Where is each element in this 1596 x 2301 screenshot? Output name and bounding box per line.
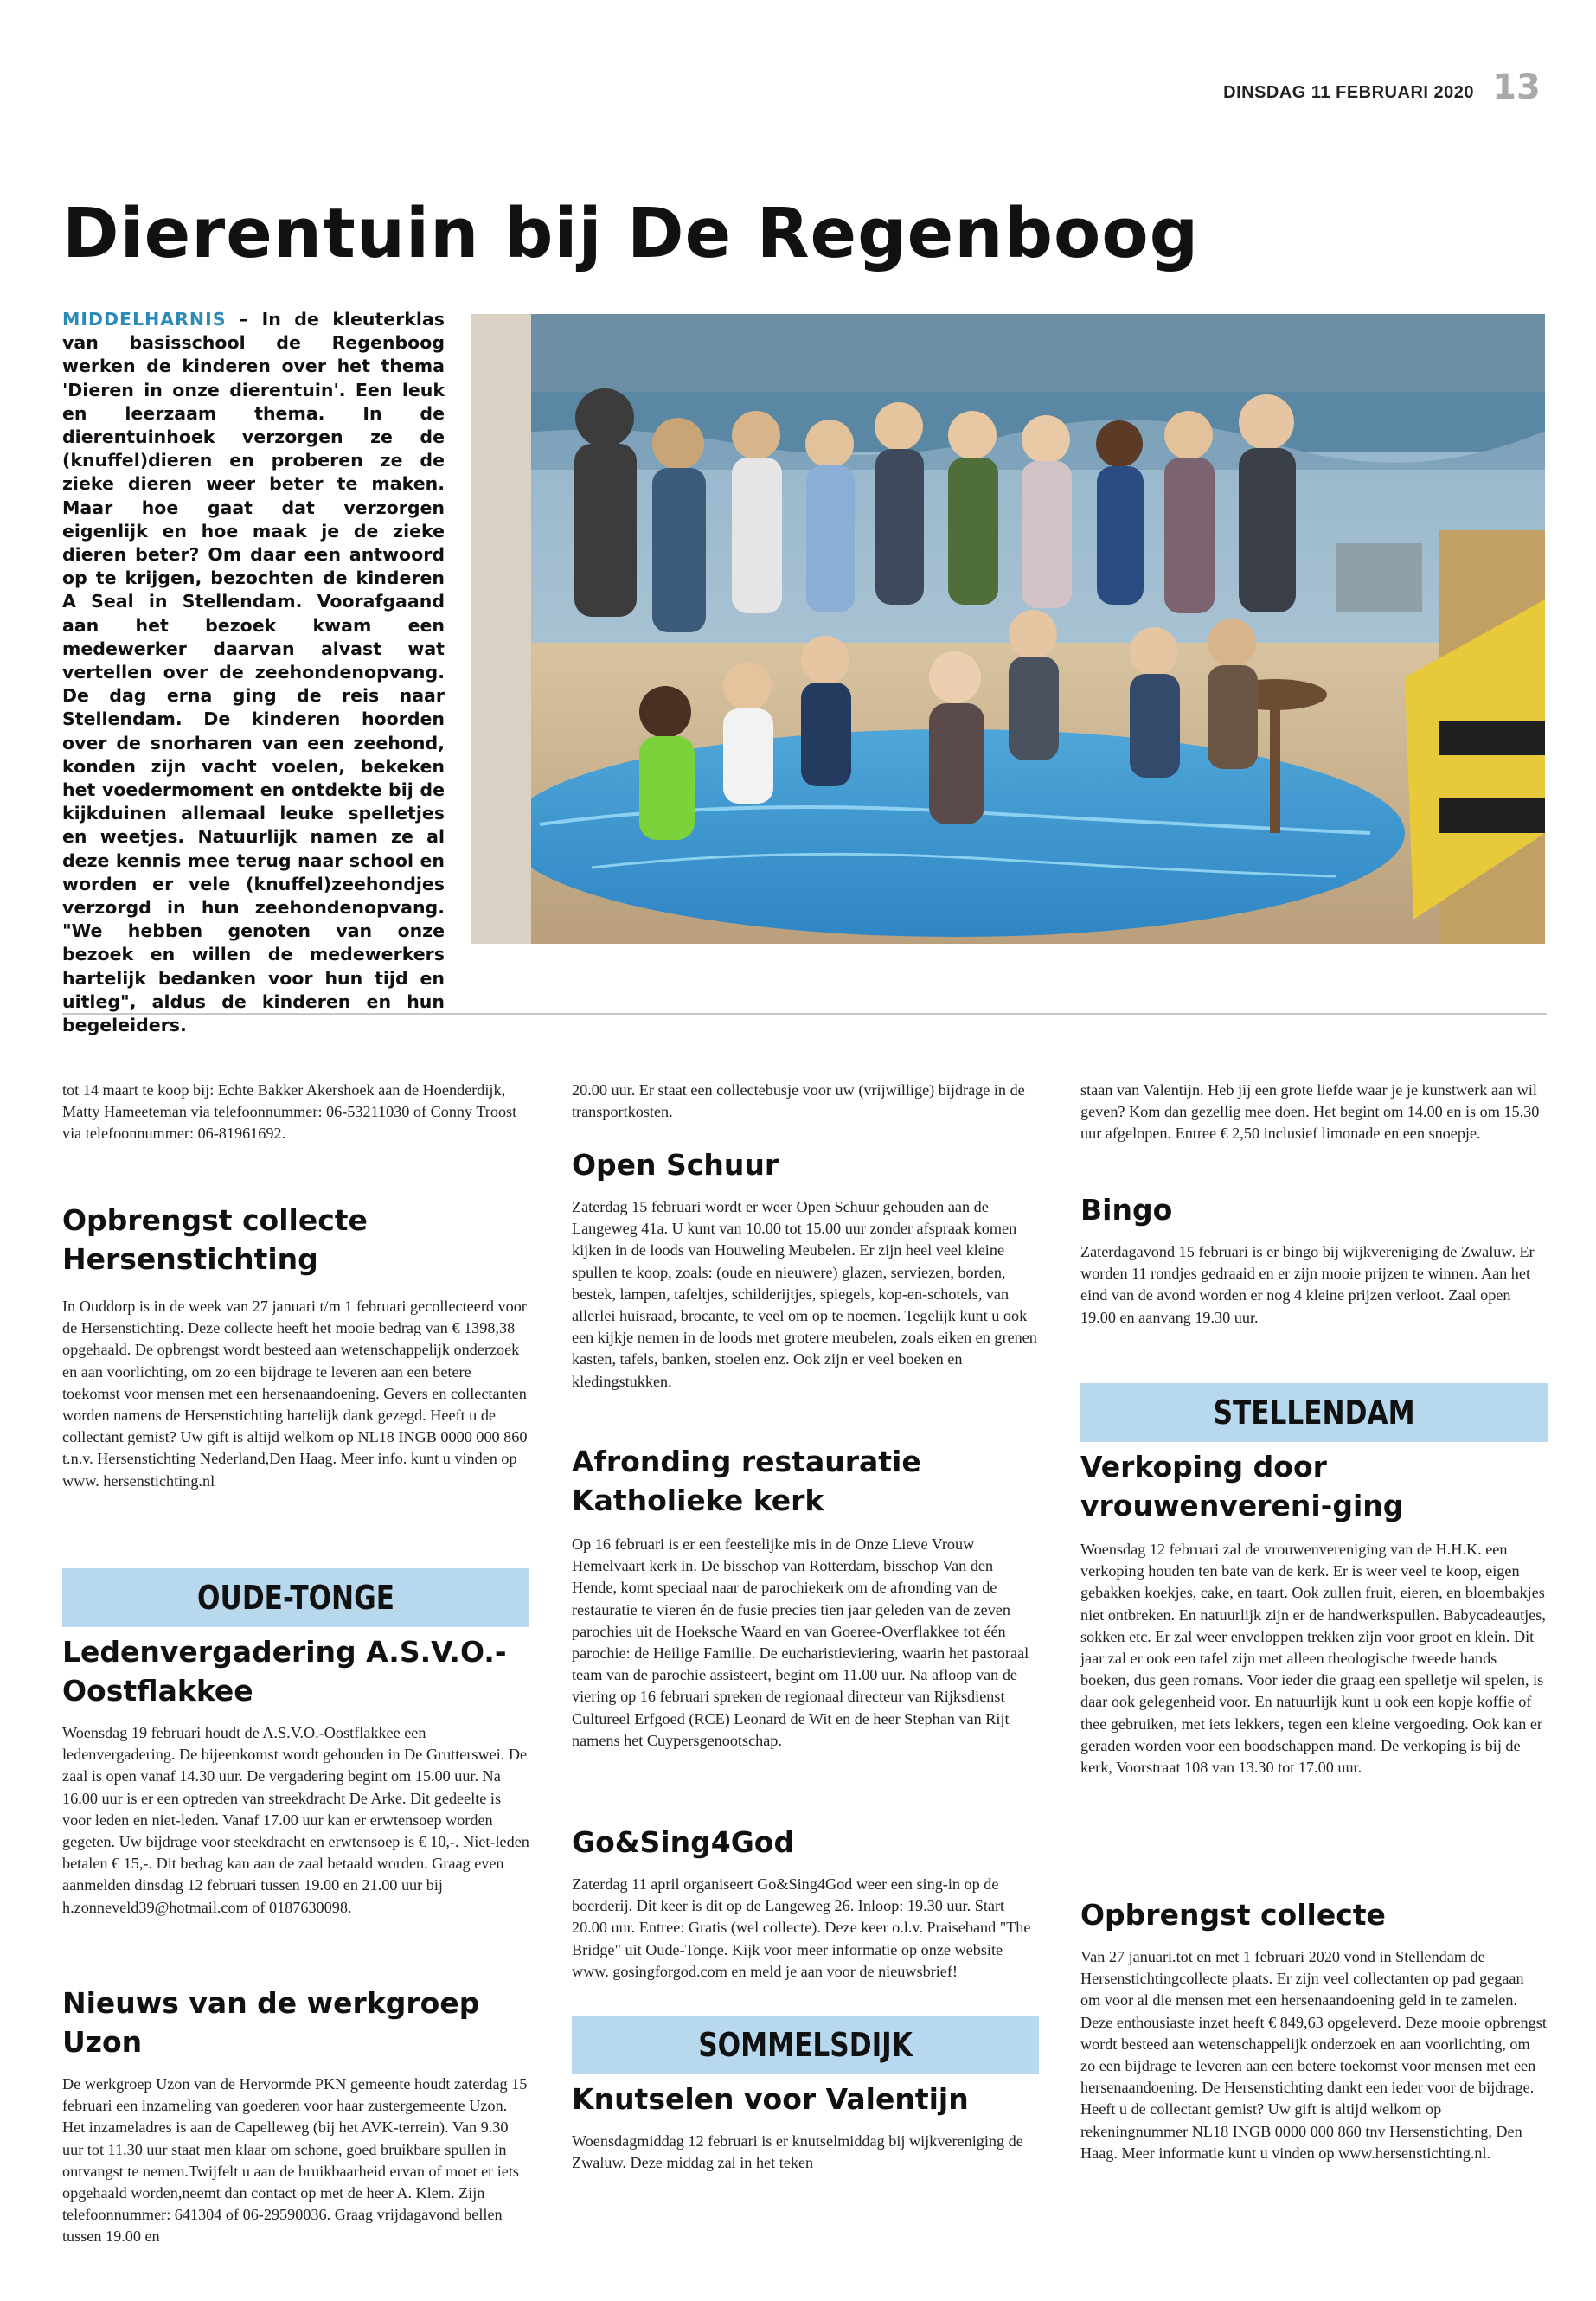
section-divider xyxy=(62,1013,1547,1015)
article-title: Open Schuur xyxy=(572,1148,779,1182)
section-banner-stellendam: STELLENDAM xyxy=(1080,1383,1548,1442)
feature-headline: Dierentuin bij De Regenboog xyxy=(62,194,1200,273)
continued-text: staan van Valentijn. Heb jij een grote liefde waar je je kunstwerk aan wil geven? Kom dan gezellig mee doen. Het begint om 14.00 en is om 15.30 uur afgelopen. Entree € 2,50 inclusief limonade en een snoepje. xyxy=(1080,1081,1540,1143)
continued-text: tot 14 maart te koop bij: Echte Bakker Akershoek aan de Hoenderdijk, Matty Hameeteman via telefoonnummer: 06-53211030 of Conny Troost via telefoonnummer: 06-81961692. xyxy=(62,1081,517,1143)
feature-lead-text: – In de kleuterklas van basisschool de Regenboog werken de kinderen over het thema 'Dieren in onze dierentuin'. Een leuk en leerzaam thema. In de dierentuinhoek verzorgen ze de (knuffel)dieren en proberen ze de zieke dieren weer beter te maken. Maar hoe gaat dat verzorgen eigenlijk en hoe maak je de zieke dieren beter? Om daar een antwoord op te krijgen, bezochten de kinderen A Seal in Stellendam. Voorafgaand aan het bezoek kwam een medewerker daarvan alvast wat vertellen over de zeehondenopvang. De dag erna ging de reis naar Stellendam. De kinderen hoorden over de snorharen van een zeehond, konden zijn vacht voelen, bekeken het voedermoment en ontdekte bij de kijkduinen allemaal leuke spelletjes en weetjes. Natuurlijk namen ze al deze kennis mee terug naar school en worden er vele (knuffel)zeehondjes verzorgd in hun zeehondenopvang. "We hebben genoten van onze bezoek en willen de medewerkers hartelijk bedanken voor hun tijd en uitleg", aldus de kinderen en hun begeleiders. xyxy=(62,309,445,1036)
article-title: Verkoping door vrouwenvereni-ging xyxy=(1080,1450,1404,1522)
article-title: Afronding restauratie Katholieke kerk xyxy=(572,1445,921,1517)
article-title: Nieuws van de werkgroep Uzon xyxy=(62,1986,480,2059)
section-banner-oude-tonge: OUDE-TONGE xyxy=(62,1568,529,1627)
class-photo-illustration xyxy=(471,314,1545,944)
article-text: Woensdagmiddag 12 februari is er knutselmiddag bij wijkvereniging de Zwaluw. Deze middag zal in het teken xyxy=(572,2132,1023,2172)
column-3 xyxy=(1080,1080,1548,2164)
article-text: Van 27 januari.tot en met 1 februari 2020 vond in Stellendam de Hersenstichtingcollecte plaats. Er zijn veel collectanten op pad gegaan om voor al die mensen met een hersenaandoening geld in te zamelen. Deze enthousiaste inzet heeft € 849,63 opgeleverd. Deze mooie opbrengst wordt besteed aan wetenschappelijk onderzoek en aan voorlichting, om zo een bijdrage te leveren aan een betere toekomst voor mensen met een hersenaandoening. De Hersenstichting dankt een ieder voor de bijdrage. Heeft u de collectant gemist? Uw gift is altijd welkom op rekeningnummer NL18 INGB 0000 000 860 tnv Hersenstichting, Den Haag. Meer informatie kunt u vinden op www.hersenstichting.nl. xyxy=(1080,1948,1547,2162)
article-text: Zaterdag 15 februari wordt er weer Open Schuur gehouden aan de Langeweg 41a. U kunt van 10.00 tot 15.00 uur zonder afspraak komen kijken in de loods van Houweling Meubelen. Er zijn heel veel kleine spullen te koop, zoals: (oude en nieuwere) glazen, serviezen, borden, bestek, lampen, tafeltjes, schilderijtjes, spiegels, kop-en-schotels, van allerlei huisraad, brocante, te veel om op te noemen. Tegelijk kunt u ook een kijkje nemen in de loods met grotere meubelen, zoals eiken en grenen kasten, tafels, banken, stoelen enz. Ook zijn er veel boeken en kledingstukken. xyxy=(572,1198,1037,1390)
article-title: Opbrengst collecte xyxy=(1080,1898,1386,1932)
article-title: Ledenvergadering A.S.V.O.-Oostflakkee xyxy=(62,1635,507,1708)
article-text: Op 16 februari is er een feestelijke mis in de Onze Lieve Vrouw Hemelvaart kerk in. De bisschop van Rotterdam, bisschop Van den Hende, komt speciaal naar de parochiekerk om de afronding van de restauratie te vieren én de fusie precies tien jaar geleden van de zeven parochies uit de Hoeksche Waard en van Goeree-Overflakkee tot één parochie: de Heilige Familie. De eucharistieviering, waarin het pastoraal team van de parochie assisteert, begint om 11.00 uur. Na afloop van de viering op 16 februari spreken de regionaal directeur van Rijksdienst Cultureel Erfgoed (RCE) Leonard de Wit en de heer Stephan van Rijt namens het Cuypersgenootschap. xyxy=(572,1535,1029,1749)
feature-photo xyxy=(471,314,1545,944)
section-banner-sommelsdijk: SOMMELSDIJK xyxy=(572,2016,1039,2074)
issue-date: DINSDAG 11 FEBRUARI 2020 xyxy=(1223,83,1474,102)
article-text: Woensdag 12 februari zal de vrouwenvereniging van de H.H.K. een verkoping houden ten bate van de kerk. Er is weer veel te koop, eigen gebakken koekjes, cake, en taart. Ook zullen fruit, eieren, en bloembakjes niet ontbreken. En natuurlijk zijn er de handwerkspullen. Babycadeautjes, sokken etc. Er zal weer enveloppen trekken zijn voor groot en klein. Dit jaar zal er ook een tafel zijn met alleen theologische tweede hands boeken, dus geen romans. Voor ieder die graag een spelletje wil spelen, is daar ook gelegenheid voor. En natuurlijk kunt u ook een kopje koffie of thee gebruiken, met iets lekkers, tegen een kleine vergoeding. Ook kan er geraden worden voor een boodschappen mand. De verkoping is bij de kerk, Voorstraat 108 van 13.30 tot 17.00 uur. xyxy=(1080,1541,1546,1777)
column-2 xyxy=(572,1080,1039,2174)
article-text: De werkgroep Uzon van de Hervormde PKN gemeente houdt zaterdag 15 februari een inzameling van goederen voor haar zustergemeente Uzon. Het inzameladres is aan de Capelleweg (bij het AVK-terrein). Van 9.30 uur tot 11.30 uur staat men klaar om schone, goed bruikbare spullen in ontvangst te nemen.Twijfelt u aan de bruikbaarheid ervan of moet er iets opgehaald worden,neemt dan contact op met de heer A. Klem. Zijn telefoonnummer: 641304 of 06-29590036. Graag vrijdagavond bellen tussen 19.00 en xyxy=(62,2075,528,2246)
article-text: In Ouddorp is in de week van 27 januari t/m 1 februari gecollecteerd voor de Hersenstichting. Deze collecte heeft het mooie bedrag van € 1398,38 opgehaald. De opbrengst wordt besteed aan wetenschappelijk onderzoek en aan voorlichting, om zo een bijdrage te leveren aan een betere toekomst voor mensen met een hersenaandoening. Gevers en collectanten worden namens de Hersenstichting hartelijk dank gezegd. Heeft u de collectant gemist? Uw gift is altijd welkom op NL18 INGB 0000 000 860 t.n.v. Hersenstichting Nederland,Den Haag. Meer info. kunt u vinden op www. hersenstichting.nl xyxy=(62,1298,528,1490)
article-text: Zaterdagavond 15 februari is er bingo bij wijkvereniging de Zwaluw. Er worden 11 rondjes gedraaid en er zijn mooie prijzen te winnen. Aan het eind van de avond worden er nog 4 kleine prijzen verloot. Zaal open 19.00 en aanvang 19.30 uur. xyxy=(1080,1243,1535,1326)
article-title: Bingo xyxy=(1080,1193,1173,1227)
article-title: Knutselen voor Valentijn xyxy=(572,2082,969,2116)
feature-lead xyxy=(62,308,445,1037)
article-text: Zaterdag 11 april organiseert Go&Sing4God weer een sing-in op de boerderij. Dit keer is dit op de Langeweg 26. Inloop: 19.30 uur. Start 20.00 uur. Entree: Gratis (wel collecte). Deze keer o.l.v. Praiseband "The Bridge" uit Oude-Tonge. Kijk voor meer informatie op onze website www. gosingforgod.com en meld je aan voor de nieuwsbrief! xyxy=(572,1875,1031,1980)
article-title: Opbrengst collecte Hersenstichting xyxy=(62,1203,368,1276)
feature-dateline: MIDDELHARNIS xyxy=(62,309,227,330)
article-title: Go&Sing4God xyxy=(572,1825,795,1859)
article-text: Woensdag 19 februari houdt de A.S.V.O.-Oostflakkee een ledenvergadering. De bijeenkomst wordt gehouden in De Grutterswei. De zaal is open vanaf 14.30 uur. De vergadering begint om 15.00 uur. Na 16.00 uur is er een optreden van streekdracht De Arke. Dit gedeelte is voor leden en niet-leden. Vanaf 17.00 uur kan er erwtensoep worden gegeten. Uw bijdrage voor steekdracht en erwtensoep is € 10,-. Niet-leden betalen € 15,-. Dit bedrag kan aan de zaal betaald worden. Graag even aanmelden dinsdag 12 februari tussen 19.00 en 21.00 uur bij h.zonneveld39@hotmail.com of 0187630098. xyxy=(62,1724,529,1916)
page-number: 13 xyxy=(1492,67,1541,107)
continued-text: 20.00 uur. Er staat een collectebusje voor uw (vrijwillige) bijdrage in de transportkosten. xyxy=(572,1081,1025,1121)
column-1 xyxy=(62,1080,529,2248)
